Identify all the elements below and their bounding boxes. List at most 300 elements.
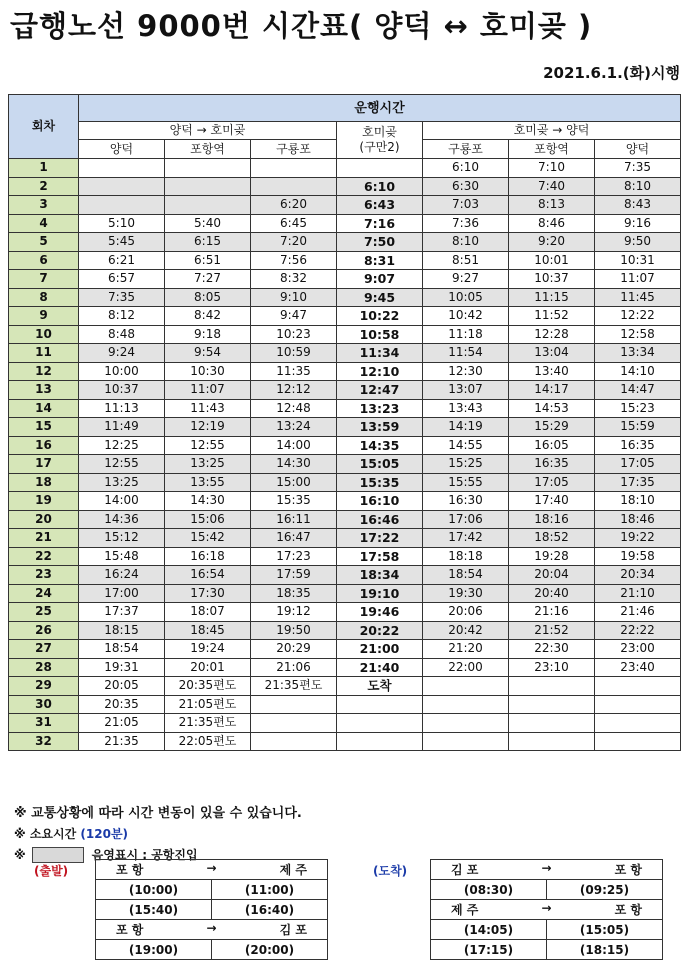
effective-date: 2021.6.1.(화)시행 (543, 64, 680, 82)
inbound-time: 17:42 (423, 529, 509, 548)
inbound-time: 16:30 (423, 492, 509, 511)
middle-header-name: 호미곶 (362, 125, 397, 139)
inbound-time: 22:22 (595, 621, 681, 640)
flight-row (96, 940, 328, 960)
outbound-time (251, 732, 337, 751)
outbound-time: 18:07 (165, 603, 251, 622)
route-arrow: → (541, 901, 552, 915)
table-row (9, 547, 681, 566)
outbound-time: 20:29 (251, 640, 337, 659)
outbound-time: 10:59 (251, 344, 337, 363)
inbound-time: 12:30 (423, 362, 509, 381)
round-number: 11 (9, 344, 79, 363)
inbound-time: 18:10 (595, 492, 681, 511)
outbound-time: 14:36 (79, 510, 165, 529)
inbound-time: 20:34 (595, 566, 681, 585)
outbound-time: 21:35편도 (165, 714, 251, 733)
inbound-time: 17:40 (509, 492, 595, 511)
table-row (9, 344, 681, 363)
round-number: 8 (9, 288, 79, 307)
terminal-time: 16:46 (337, 510, 423, 529)
inbound-time: 23:40 (595, 658, 681, 677)
outbound-time: 19:50 (251, 621, 337, 640)
terminal-time: 14:35 (337, 436, 423, 455)
route-row (96, 860, 328, 880)
legend-prefix: ※ (14, 847, 26, 862)
round-number: 22 (9, 547, 79, 566)
inbound-time: 11:52 (509, 307, 595, 326)
terminal-time: 21:00 (337, 640, 423, 659)
route-arrow: → (206, 861, 217, 875)
round-number: 15 (9, 418, 79, 437)
outbound-time: 12:19 (165, 418, 251, 437)
inbound-header: 호미곶 → 양덕 (423, 122, 681, 140)
inbound-time (509, 695, 595, 714)
route-row (431, 900, 663, 920)
inbound-time (595, 714, 681, 733)
outbound-header: 양덕 → 호미곶 (79, 122, 337, 140)
inbound-time (423, 695, 509, 714)
flight-row (96, 880, 328, 900)
table-row (9, 677, 681, 696)
outbound-time: 10:30 (165, 362, 251, 381)
round-number: 25 (9, 603, 79, 622)
page-title: 급행노선 9000번 시간표( 양덕 ↔ 호미곶 ) (10, 9, 593, 43)
outbound-time: 14:30 (251, 455, 337, 474)
inbound-time: 19:58 (595, 547, 681, 566)
inbound-time: 10:05 (423, 288, 509, 307)
inbound-time: 18:46 (595, 510, 681, 529)
inbound-time: 18:52 (509, 529, 595, 548)
inbound-time: 7:35 (595, 159, 681, 178)
route-from: 제 주 (451, 903, 479, 917)
outbound-time: 15:48 (79, 547, 165, 566)
table-row (9, 566, 681, 585)
table-row (9, 695, 681, 714)
flight-row (431, 920, 663, 940)
flight-time: (18:15) (547, 940, 663, 960)
inbound-time: 9:20 (509, 233, 595, 252)
outbound-time: 11:07 (165, 381, 251, 400)
outbound-time: 16:47 (251, 529, 337, 548)
flight-time: (20:00) (212, 940, 328, 960)
inbound-time: 7:36 (423, 214, 509, 233)
outbound-time: 16:11 (251, 510, 337, 529)
inbound-time: 18:18 (423, 547, 509, 566)
inbound-time: 23:00 (595, 640, 681, 659)
flight-row (431, 940, 663, 960)
inbound-time: 9:27 (423, 270, 509, 289)
inbound-time: 15:23 (595, 399, 681, 418)
outbound-time: 12:55 (79, 455, 165, 474)
inbound-time: 16:05 (509, 436, 595, 455)
inbound-time: 14:10 (595, 362, 681, 381)
inbound-time: 12:28 (509, 325, 595, 344)
route-from: 포 항 (116, 923, 144, 937)
inbound-time: 17:06 (423, 510, 509, 529)
inbound-time: 21:52 (509, 621, 595, 640)
table-row (9, 510, 681, 529)
outbound-time: 6:57 (79, 270, 165, 289)
outbound-time: 9:10 (251, 288, 337, 307)
route-row (431, 860, 663, 880)
outbound-time: 7:35 (79, 288, 165, 307)
table-row (9, 270, 681, 289)
round-number: 26 (9, 621, 79, 640)
round-number: 29 (9, 677, 79, 696)
col-header: 구룡포 (251, 140, 337, 159)
terminal-time: 12:10 (337, 362, 423, 381)
inbound-time: 15:59 (595, 418, 681, 437)
outbound-time: 17:00 (79, 584, 165, 603)
outbound-time: 9:24 (79, 344, 165, 363)
route-arrow: → (541, 861, 552, 875)
outbound-time: 18:15 (79, 621, 165, 640)
col-header: 포항역 (165, 140, 251, 159)
round-number: 10 (9, 325, 79, 344)
flight-time: (09:25) (547, 880, 663, 900)
outbound-time: 6:51 (165, 251, 251, 270)
outbound-time: 8:48 (79, 325, 165, 344)
terminal-time: 20:22 (337, 621, 423, 640)
inbound-time: 20:40 (509, 584, 595, 603)
outbound-time (251, 177, 337, 196)
flight-row (431, 880, 663, 900)
table-row (9, 584, 681, 603)
table-row (9, 214, 681, 233)
inbound-time: 11:15 (509, 288, 595, 307)
inbound-time: 13:04 (509, 344, 595, 363)
flight-time: (10:00) (96, 880, 212, 900)
round-number: 5 (9, 233, 79, 252)
outbound-time: 17:37 (79, 603, 165, 622)
outbound-time: 17:59 (251, 566, 337, 585)
terminal-time: 12:47 (337, 381, 423, 400)
outbound-time: 11:13 (79, 399, 165, 418)
outbound-time (79, 177, 165, 196)
departure-flights-table (95, 859, 328, 960)
outbound-time: 13:55 (165, 473, 251, 492)
terminal-time: 19:10 (337, 584, 423, 603)
col-header: 양덕 (79, 140, 165, 159)
terminal-time (337, 732, 423, 751)
outbound-time: 15:00 (251, 473, 337, 492)
inbound-time: 23:10 (509, 658, 595, 677)
outbound-time: 16:24 (79, 566, 165, 585)
outbound-time: 17:23 (251, 547, 337, 566)
inbound-time: 18:54 (423, 566, 509, 585)
outbound-time: 9:54 (165, 344, 251, 363)
terminal-time: 도착 (337, 677, 423, 696)
outbound-time: 7:27 (165, 270, 251, 289)
inbound-time: 8:51 (423, 251, 509, 270)
outbound-time: 19:31 (79, 658, 165, 677)
outbound-time: 21:06 (251, 658, 337, 677)
outbound-time: 5:10 (79, 214, 165, 233)
terminal-time: 6:10 (337, 177, 423, 196)
inbound-time (423, 714, 509, 733)
outbound-time: 7:20 (251, 233, 337, 252)
table-row (9, 658, 681, 677)
outbound-time: 10:00 (79, 362, 165, 381)
inbound-time: 20:06 (423, 603, 509, 622)
flight-time: (11:00) (212, 880, 328, 900)
col-header: 양덕 (595, 140, 681, 159)
outbound-time (165, 177, 251, 196)
outbound-time: 11:49 (79, 418, 165, 437)
duration-prefix: ※ 소요시간 (14, 827, 77, 841)
outbound-time (251, 695, 337, 714)
outbound-time: 21:35편도 (251, 677, 337, 696)
col-header: 포항역 (509, 140, 595, 159)
inbound-time (509, 714, 595, 733)
operating-header: 운행시간 (79, 95, 681, 122)
traffic-note: ※ 교통상황에 따라 시간 변동이 있을 수 있습니다. (14, 806, 302, 821)
shade-legend-swatch (32, 847, 84, 863)
inbound-time: 13:43 (423, 399, 509, 418)
terminal-time: 18:34 (337, 566, 423, 585)
inbound-time: 12:58 (595, 325, 681, 344)
inbound-time (423, 677, 509, 696)
terminal-time: 7:16 (337, 214, 423, 233)
outbound-time: 11:43 (165, 399, 251, 418)
inbound-time: 10:37 (509, 270, 595, 289)
table-row (9, 418, 681, 437)
inbound-time: 15:29 (509, 418, 595, 437)
outbound-time: 12:25 (79, 436, 165, 455)
terminal-time: 15:35 (337, 473, 423, 492)
round-number: 23 (9, 566, 79, 585)
table-row (9, 640, 681, 659)
table-row (9, 455, 681, 474)
inbound-time: 8:43 (595, 196, 681, 215)
table-row (9, 714, 681, 733)
round-number: 17 (9, 455, 79, 474)
outbound-time: 15:42 (165, 529, 251, 548)
inbound-time: 13:07 (423, 381, 509, 400)
outbound-time: 6:45 (251, 214, 337, 233)
middle-header-sub: (구만2) (359, 140, 400, 154)
outbound-time: 10:37 (79, 381, 165, 400)
duration-value: (120분) (80, 827, 129, 841)
outbound-time: 8:05 (165, 288, 251, 307)
flight-time: (14:05) (431, 920, 547, 940)
flight-row (96, 900, 328, 920)
outbound-time: 12:55 (165, 436, 251, 455)
round-number: 14 (9, 399, 79, 418)
inbound-time: 15:55 (423, 473, 509, 492)
outbound-time: 9:18 (165, 325, 251, 344)
round-number: 13 (9, 381, 79, 400)
round-number: 12 (9, 362, 79, 381)
inbound-time: 14:53 (509, 399, 595, 418)
terminal-time: 8:31 (337, 251, 423, 270)
round-number: 19 (9, 492, 79, 511)
route-to: 포 항 (614, 863, 642, 877)
inbound-time: 9:16 (595, 214, 681, 233)
inbound-time: 7:10 (509, 159, 595, 178)
table-row (9, 288, 681, 307)
inbound-time (423, 732, 509, 751)
terminal-time: 11:34 (337, 344, 423, 363)
flight-time: (17:15) (431, 940, 547, 960)
outbound-time (79, 196, 165, 215)
round-number: 24 (9, 584, 79, 603)
terminal-time: 19:46 (337, 603, 423, 622)
inbound-time (509, 732, 595, 751)
outbound-time: 11:35 (251, 362, 337, 381)
table-row (9, 196, 681, 215)
inbound-time (595, 677, 681, 696)
round-number: 31 (9, 714, 79, 733)
outbound-time: 5:40 (165, 214, 251, 233)
inbound-time (595, 732, 681, 751)
inbound-time: 17:35 (595, 473, 681, 492)
inbound-time: 14:19 (423, 418, 509, 437)
outbound-time: 17:30 (165, 584, 251, 603)
terminal-time (337, 714, 423, 733)
outbound-time: 20:35 (79, 695, 165, 714)
table-row (9, 529, 681, 548)
inbound-time: 17:05 (509, 473, 595, 492)
inbound-time: 13:40 (509, 362, 595, 381)
inbound-time: 21:16 (509, 603, 595, 622)
round-number: 27 (9, 640, 79, 659)
inbound-time (509, 677, 595, 696)
flight-time: (19:00) (96, 940, 212, 960)
round-header: 회차 (9, 95, 79, 159)
inbound-time: 7:40 (509, 177, 595, 196)
outbound-time: 13:24 (251, 418, 337, 437)
outbound-time: 16:54 (165, 566, 251, 585)
table-row (9, 159, 681, 178)
outbound-time: 6:15 (165, 233, 251, 252)
flight-time: (15:40) (96, 900, 212, 920)
outbound-time: 8:12 (79, 307, 165, 326)
table-row (9, 251, 681, 270)
inbound-time: 19:22 (595, 529, 681, 548)
inbound-time: 17:05 (595, 455, 681, 474)
col-header: 구룡포 (423, 140, 509, 159)
outbound-time: 15:06 (165, 510, 251, 529)
inbound-time: 8:10 (423, 233, 509, 252)
route-to: 김 포 (279, 923, 307, 937)
outbound-time: 18:45 (165, 621, 251, 640)
round-number: 30 (9, 695, 79, 714)
table-row (9, 473, 681, 492)
outbound-time (79, 159, 165, 178)
terminal-time: 13:59 (337, 418, 423, 437)
round-number: 16 (9, 436, 79, 455)
inbound-time: 11:45 (595, 288, 681, 307)
inbound-time: 19:30 (423, 584, 509, 603)
round-number: 18 (9, 473, 79, 492)
outbound-time: 19:24 (165, 640, 251, 659)
terminal-time: 13:23 (337, 399, 423, 418)
outbound-time: 9:47 (251, 307, 337, 326)
table-row (9, 492, 681, 511)
outbound-time: 18:35 (251, 584, 337, 603)
inbound-time: 22:00 (423, 658, 509, 677)
route-to: 제 주 (279, 863, 307, 877)
terminal-time: 10:58 (337, 325, 423, 344)
table-row (9, 603, 681, 622)
terminal-time: 17:58 (337, 547, 423, 566)
inbound-time: 14:47 (595, 381, 681, 400)
outbound-time: 22:05편도 (165, 732, 251, 751)
inbound-time: 8:10 (595, 177, 681, 196)
terminal-time: 16:10 (337, 492, 423, 511)
inbound-time: 11:07 (595, 270, 681, 289)
outbound-time: 14:00 (79, 492, 165, 511)
round-number: 9 (9, 307, 79, 326)
terminal-time: 9:07 (337, 270, 423, 289)
table-row (9, 325, 681, 344)
inbound-time: 18:16 (509, 510, 595, 529)
inbound-time: 11:18 (423, 325, 509, 344)
terminal-time: 15:05 (337, 455, 423, 474)
inbound-time: 13:34 (595, 344, 681, 363)
inbound-time: 10:42 (423, 307, 509, 326)
table-row (9, 177, 681, 196)
round-number: 20 (9, 510, 79, 529)
round-number: 7 (9, 270, 79, 289)
inbound-time: 10:01 (509, 251, 595, 270)
inbound-time: 16:35 (509, 455, 595, 474)
route-from: 포 항 (116, 863, 144, 877)
outbound-time (251, 714, 337, 733)
terminal-time: 7:50 (337, 233, 423, 252)
round-number: 6 (9, 251, 79, 270)
outbound-time (165, 196, 251, 215)
outbound-time: 20:05 (79, 677, 165, 696)
outbound-time: 20:35편도 (165, 677, 251, 696)
terminal-time: 10:22 (337, 307, 423, 326)
inbound-time: 14:17 (509, 381, 595, 400)
inbound-time: 19:28 (509, 547, 595, 566)
outbound-time: 18:54 (79, 640, 165, 659)
terminal-time: 9:45 (337, 288, 423, 307)
arrival-flights-table (430, 859, 663, 960)
round-number: 21 (9, 529, 79, 548)
round-number: 4 (9, 214, 79, 233)
inbound-time: 21:10 (595, 584, 681, 603)
inbound-time: 21:20 (423, 640, 509, 659)
inbound-time: 7:03 (423, 196, 509, 215)
outbound-time: 13:25 (165, 455, 251, 474)
outbound-time: 10:23 (251, 325, 337, 344)
inbound-time: 6:10 (423, 159, 509, 178)
inbound-time: 20:04 (509, 566, 595, 585)
inbound-time: 10:31 (595, 251, 681, 270)
outbound-time: 12:12 (251, 381, 337, 400)
inbound-time: 6:30 (423, 177, 509, 196)
outbound-time: 12:48 (251, 399, 337, 418)
arrival-label: (도착) (373, 864, 408, 878)
outbound-time: 6:21 (79, 251, 165, 270)
flight-time: (15:05) (547, 920, 663, 940)
outbound-time: 8:42 (165, 307, 251, 326)
outbound-time (165, 159, 251, 178)
outbound-time: 20:01 (165, 658, 251, 677)
outbound-time: 15:35 (251, 492, 337, 511)
table-row (9, 621, 681, 640)
inbound-time: 8:46 (509, 214, 595, 233)
outbound-time: 21:05 (79, 714, 165, 733)
duration-note (14, 825, 302, 842)
middle-header (337, 122, 423, 159)
table-row (9, 732, 681, 751)
